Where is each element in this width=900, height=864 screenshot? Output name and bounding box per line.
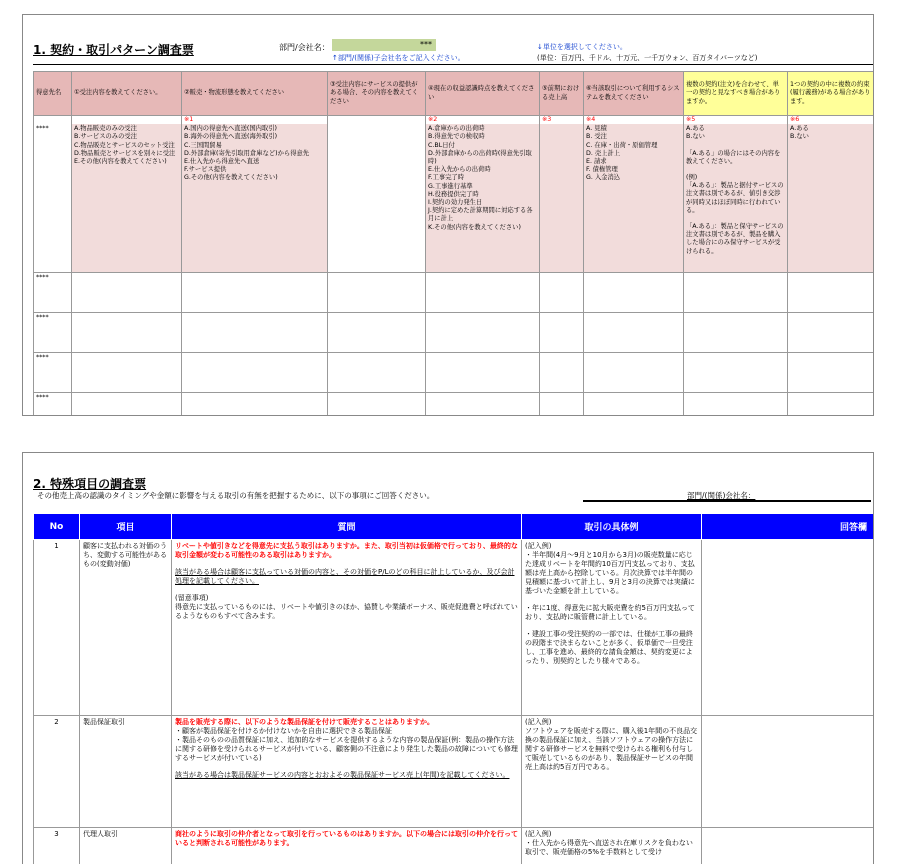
service-content-cell[interactable] xyxy=(328,124,426,272)
list-item: B.得意先での検収時 xyxy=(428,133,485,141)
list-item: J.契約に定めた計算期間に対応する各月に計上 xyxy=(428,207,533,223)
list-item: H.役務提供完了時 xyxy=(428,190,479,198)
example-cell xyxy=(522,828,702,864)
list-item: E. 請求 xyxy=(586,158,607,166)
list-item: B.サービスのみの受注 xyxy=(74,133,137,141)
note-cell: ※1 xyxy=(182,116,328,125)
col-header: 得意先名 xyxy=(34,72,72,116)
sheet1-title: 1. 契約・取引パターン調査票 xyxy=(33,43,194,57)
col-header: ②販売・物流形態を教えてください xyxy=(182,72,328,116)
note-cell: ※2 xyxy=(426,116,540,125)
list-item: 「A.ある」：製品と据付サービスの注文書は別であるが、値引き交渉が同時又はほぼ同時に行われている。 xyxy=(686,182,784,214)
table-row xyxy=(34,272,875,312)
unit-note: ↓単位を選択してください。 xyxy=(537,43,627,51)
note-cell: ※5 xyxy=(684,116,788,125)
list-item: G.工事進行基準 xyxy=(428,182,473,190)
list-item: C.物品販売とサービスのセット受注 xyxy=(74,141,175,149)
customer-name-cell[interactable]: **** xyxy=(34,124,72,272)
prior-sales-cell[interactable] xyxy=(540,124,584,272)
example-line: (記入例) xyxy=(525,718,552,726)
table-row xyxy=(34,716,874,828)
example-cell xyxy=(522,540,702,716)
question-lead: 商社のように取引の仲介者となって取引を行っているものはありますか。以下の場合には取引の仲介を行っていると判断される可能性があります。 xyxy=(175,830,518,847)
customer-name-cell[interactable]: **** xyxy=(34,272,72,312)
question-cell xyxy=(172,828,522,864)
col-header: ⑥当該取引について利用するシステムを教えてください xyxy=(584,72,684,116)
col-header: ⑤前期における売上高 xyxy=(540,72,584,116)
example-line: (記入例) xyxy=(525,542,552,550)
col-header: 1つの契約の中に複数の約束(履行義務)がある場合があります。 xyxy=(788,72,875,116)
list-item: 「A.ある」：製品と保守サービスの注文書は別であるが、製品を購入した場合にのみ保守サービスが受けられる。 xyxy=(686,223,784,255)
list-item: D. 売上計上 xyxy=(586,149,621,157)
contract-pattern-sheet xyxy=(22,14,874,416)
list-item: G. 入金消込 xyxy=(586,174,621,182)
list-item: A.ある xyxy=(686,125,705,133)
answer-cell[interactable] xyxy=(702,716,874,828)
list-item: K.その他(内容を教えてください) xyxy=(428,223,521,231)
list-item: F.サービス提供 xyxy=(184,166,227,174)
sheet2-title: 2. 特殊項目の調査票 xyxy=(33,477,147,491)
list-item: E.その他(内容を教えてください) xyxy=(74,158,167,166)
customer-name-cell[interactable]: **** xyxy=(34,352,72,392)
list-item: C.三国間貿易 xyxy=(184,141,222,149)
col-header: 複数の契約(注文)を合わせて、単一の契約と見なすべき場合がありますか。 xyxy=(684,72,788,116)
item-cell: 顧客に支払われる対価のうち、変動する可能性があるもの(変動対価) xyxy=(80,540,172,716)
list-item: B.ない xyxy=(790,133,809,141)
special-items-sheet xyxy=(22,452,874,864)
list-item: A.倉庫からの出荷時 xyxy=(428,125,485,133)
list-item: A.国内の得意先へ直送(国内取引) xyxy=(184,125,277,133)
col-header: ③受注内容にサービスの提供がある場合、その内容を教えてください xyxy=(328,72,426,116)
list-item: C. 在庫・出荷・原価管理 xyxy=(586,141,658,149)
contract-pattern-table xyxy=(33,71,874,416)
dept-input[interactable]: *** xyxy=(332,39,436,51)
sheet2-subtitle: その他売上高の認識のタイミングや金額に影響を与える取引の有無を把握するために、以下の事項にご回答ください。 xyxy=(37,491,435,500)
note-row xyxy=(34,116,875,125)
table-row xyxy=(34,312,875,352)
example-line: ・仕入先から得意先へ直送され在庫リスクを負わない取引で、販売価格の5%を手数料として受け xyxy=(525,839,693,856)
row-number: 3 xyxy=(34,828,80,864)
example-line: ソフトウェアを販売する際に、購入後1年間の不良品交換の製品保証に加え、当該ソフトウェアの操作方法に関する研修サービスを無料で受けられる権利も付与して販売しているものがあり、製品保証サービスの年間売上高は約5百万円である。 xyxy=(525,727,698,771)
unit-example: (単位：百万円、千ドル、十万元、一千万ウォン、百万タイバーツなど) xyxy=(537,54,758,62)
list-item: A. 見積 xyxy=(586,125,607,133)
list-item: G.その他(内容を教えてください) xyxy=(184,174,278,182)
item-cell: 製品保証取引 xyxy=(80,716,172,828)
example-line: ・半年間(4月～9月と10月から3月)の販売数量に応じた達成リベートを年間約10百万円支払っており、支払額は売上高から控除している。月次決算では半年間の見積額に基づいて計上し、9月と3月の決算では実績に基づいた金額を計上している。 xyxy=(525,551,695,595)
question-lead: リベートや値引きなどを得意先に支払う取引はありますか。また、取引当初は仮価格で行っており、最終的な取引金額が変わる可能性のある取引はありますか。 xyxy=(175,542,518,559)
dept-label: 部門/会社名： xyxy=(279,43,330,52)
table-row xyxy=(34,828,874,864)
question-lead: 製品を販売する際に、以下のような製品保証を付けて販売することはありますか。 xyxy=(175,718,434,726)
list-item: C.BL日付 xyxy=(428,141,455,149)
list-item: F. 債権管理 xyxy=(586,166,618,174)
note-cell xyxy=(72,116,182,125)
list-item: B.海外の得意先へ直送(海外取引) xyxy=(184,133,278,141)
list-item: B.ない xyxy=(686,133,705,141)
question-cell xyxy=(172,716,522,828)
example-line: (記入例) xyxy=(525,830,552,838)
answer-cell[interactable] xyxy=(702,540,874,716)
combined-contract-cell[interactable] xyxy=(684,124,788,272)
table-row xyxy=(34,540,874,716)
header-row xyxy=(34,514,874,540)
col-header: 取引の具体例 xyxy=(522,514,702,540)
question-line: ・顧客が製品保証を付けるか付けないかを自由に選択できる製品保証 xyxy=(175,727,392,735)
table-row xyxy=(34,392,875,416)
list-item: D.外部倉庫からの出荷時(得意先引取時) xyxy=(428,149,532,166)
dept-note: ↑部門/(関係)子会社名をご記入ください。 xyxy=(332,54,465,62)
header-divider xyxy=(33,64,873,65)
note-heading: (留意事項) xyxy=(175,594,209,602)
list-item: (例) xyxy=(686,174,698,182)
question-line: ・製品そのものの品質保証に加え、追加的なサービスを提供するような内容の製品保証(例：製品の操作方法に関する研修を受けられるサービスが付いている、顧客側の不注意により発生した製品の故障についても修理するサービスが付いている) xyxy=(175,736,518,762)
note-cell xyxy=(328,116,426,125)
list-item: I.契約の効力発生日 xyxy=(428,199,483,207)
special-items-table xyxy=(33,513,874,864)
answer-cell[interactable] xyxy=(702,828,874,864)
question-cell xyxy=(172,540,522,716)
example-cell xyxy=(522,716,702,828)
example-line: ・建設工事の受注契約の一部では、仕様が工事の最終の段階まで決まらないことが多く、仮単価で一旦受注し、工事を進め、最終的な請負金額は、契約変更によったり、別契約としたり様々である。 xyxy=(525,630,693,665)
example-line: ・年に1度、得意先に拡大販売費を約5百万円支払っており、支払時に販管費に計上している。 xyxy=(525,604,695,621)
list-item: A.物品販売のみの受注 xyxy=(74,125,137,133)
note-text: 得意先に支払っているものには、リベートや値引きのほか、協賛しや業績ボーナス、販売促進費と呼ばれているようなものもすべて含みます。 xyxy=(175,603,518,620)
question-instruction: 該当がある場合は製品保証サービスの内容とおおよその製品保証サービス売上(年間)を記載してください。 xyxy=(175,771,510,779)
list-item: E.仕入先からの出荷時 xyxy=(428,166,491,174)
col-header: No xyxy=(34,514,80,540)
list-item: 「A.ある」の場合にはその内容を教えてください。 xyxy=(686,149,781,165)
multiple-obligations-cell[interactable] xyxy=(788,124,875,272)
note-cell: ※6 xyxy=(788,116,875,125)
note-cell: ※4 xyxy=(584,116,684,125)
list-item: D.物品販売とサービスを別々に受注 xyxy=(74,149,176,157)
col-header: 回答欄 xyxy=(702,514,874,540)
list-item: F.工事完了時 xyxy=(428,174,465,182)
revenue-timing-cell[interactable] xyxy=(426,124,540,272)
system-cell[interactable] xyxy=(584,124,684,272)
col-header: 質問 xyxy=(172,514,522,540)
row-number: 1 xyxy=(34,540,80,716)
dept-label: 部門/(関係)会社名： xyxy=(687,491,756,500)
note-cell: ※3 xyxy=(540,116,584,125)
table-row xyxy=(34,352,875,392)
table-row xyxy=(34,124,875,272)
customer-name-cell[interactable]: **** xyxy=(34,392,72,416)
list-item: E.仕入先から得意先へ直送 xyxy=(184,158,260,166)
dept-input-line[interactable] xyxy=(583,500,871,502)
col-header: 項目 xyxy=(80,514,172,540)
list-item: D.外部倉庫(寄先引取用倉庫など)から得意先 xyxy=(184,149,310,157)
sales-logistics-cell[interactable] xyxy=(182,124,328,272)
list-item: B. 受注 xyxy=(586,133,607,141)
question-instruction: 該当がある場合は顧客に支払っている対価の内容と、その対価をP/Lのどの科目に計上しているか、及び会計処理を記載してください。 xyxy=(175,568,515,585)
item-cell: 代理人取引 xyxy=(80,828,172,864)
header-row xyxy=(34,72,875,116)
col-header: ①受注内容を教えてください。 xyxy=(72,72,182,116)
row-number: 2 xyxy=(34,716,80,828)
note-cell xyxy=(34,116,72,125)
col-header: ④現在の収益認識時点を教えてください xyxy=(426,72,540,116)
order-content-cell[interactable] xyxy=(72,124,182,272)
list-item: A.ある xyxy=(790,125,809,133)
customer-name-cell[interactable]: **** xyxy=(34,312,72,352)
